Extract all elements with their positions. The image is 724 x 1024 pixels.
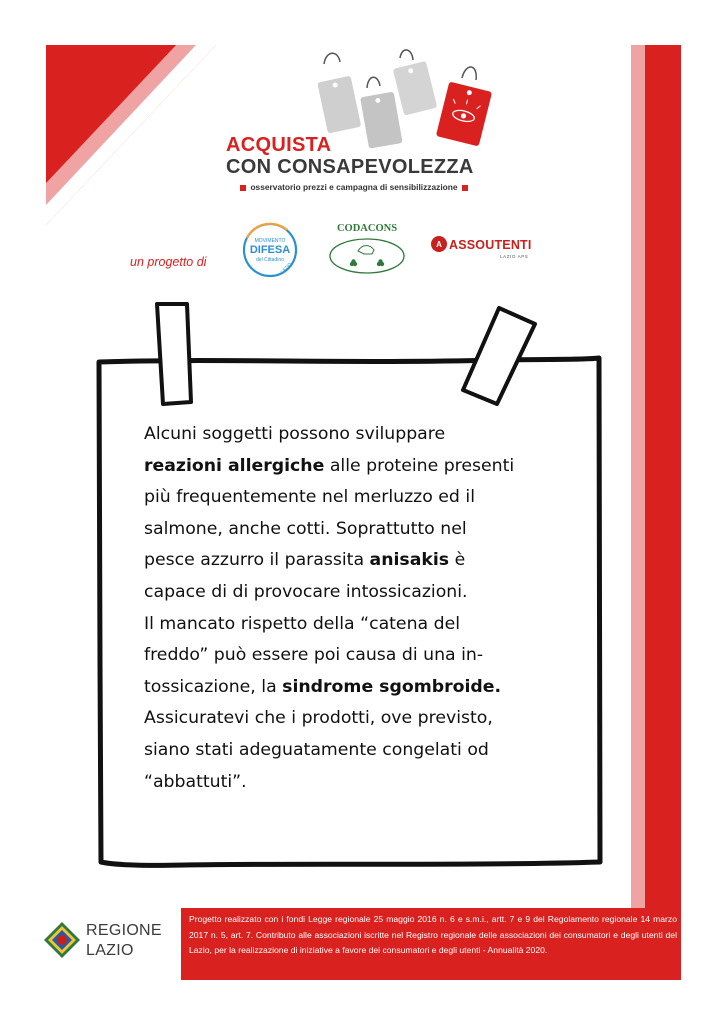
note-line: più frequentemente nel merluzzo ed il [144, 487, 476, 508]
price-tags-logo [312, 48, 502, 148]
svg-text:A: A [436, 240, 442, 249]
project-by-label: un progetto di [130, 255, 207, 269]
codacons-name: CODACONS [336, 223, 398, 234]
side-band-red [645, 45, 681, 980]
note-line: capace di di provocare intossicazioni. [144, 581, 468, 602]
footer-funding-text: Progetto realizzato con i fondi Legge regionale 25 maggio 2016 n. 6 e s.m.i., artt. 7 e 9 del Regolamento regionale 14 marzo 2017 n. 5, art. 7. Contributo alle associazioni iscritte nel Registro regionale delle associazioni dei consumatori e degli utenti del Lazio, per la realizzazione di iniziative a favore dei consumatori e degli utenti - Annualità 2020. [189, 914, 677, 955]
left-tape-strip [157, 304, 191, 404]
note-line: pesce azzurro il parassita anisakis è [144, 550, 466, 571]
bold-scombroid-syndrome: sindrome sgombroide. [282, 676, 502, 697]
brand-subtitle-text: osservatorio prezzi e campagna di sensibilizzazione [250, 182, 458, 192]
bold-anisakis: anisakis [369, 550, 450, 571]
corner-triangle-decoration [46, 45, 216, 225]
mdc-line-1: MOVIMENTO [254, 238, 286, 244]
note-line: tossicazione, la sindrome sgombroide. [144, 676, 502, 697]
note-line: freddo” può essere poi causa di una in- [144, 645, 484, 666]
note-line: “abbattuti”. [144, 771, 247, 792]
bold-allergic-reactions: reazioni allergiche [144, 455, 325, 476]
note-line: salmone, anche cotti. Soprattutto nel [144, 518, 467, 539]
note-text [144, 419, 564, 798]
assoutenti-name: ASSOUTENTI [449, 238, 532, 252]
note-line: Alcuni soggetti possono sviluppare [144, 424, 446, 444]
lazio-label: LAZIO [86, 942, 134, 959]
mdc-line-4: LAZIO [279, 261, 293, 275]
regione-label: REGIONE [86, 922, 162, 939]
assoutenti-subtitle: LAZIO APS [500, 254, 529, 259]
regione-lazio-emblem-icon [42, 920, 82, 960]
brand-title-line2: CON CONSAPEVOLEZZA [226, 156, 474, 178]
mdc-line-2: DIFESA [249, 244, 291, 256]
side-band-light [631, 45, 645, 925]
note-line: siano stati adeguatamente congelati od [144, 739, 489, 760]
movimento-difesa-cittadino-logo [237, 222, 303, 278]
note-line: Assicuratevi che i prodotti, ove previsto, [144, 708, 493, 729]
mdc-line-3: del Cittadino [256, 257, 284, 263]
brand-title-line1: ACQUISTA [226, 134, 332, 156]
note-line: Il mancato rispetto della “catena del [144, 613, 461, 634]
brand-subtitle [226, 182, 482, 192]
note-line: reazioni allergiche alle proteine presenti [144, 455, 515, 476]
